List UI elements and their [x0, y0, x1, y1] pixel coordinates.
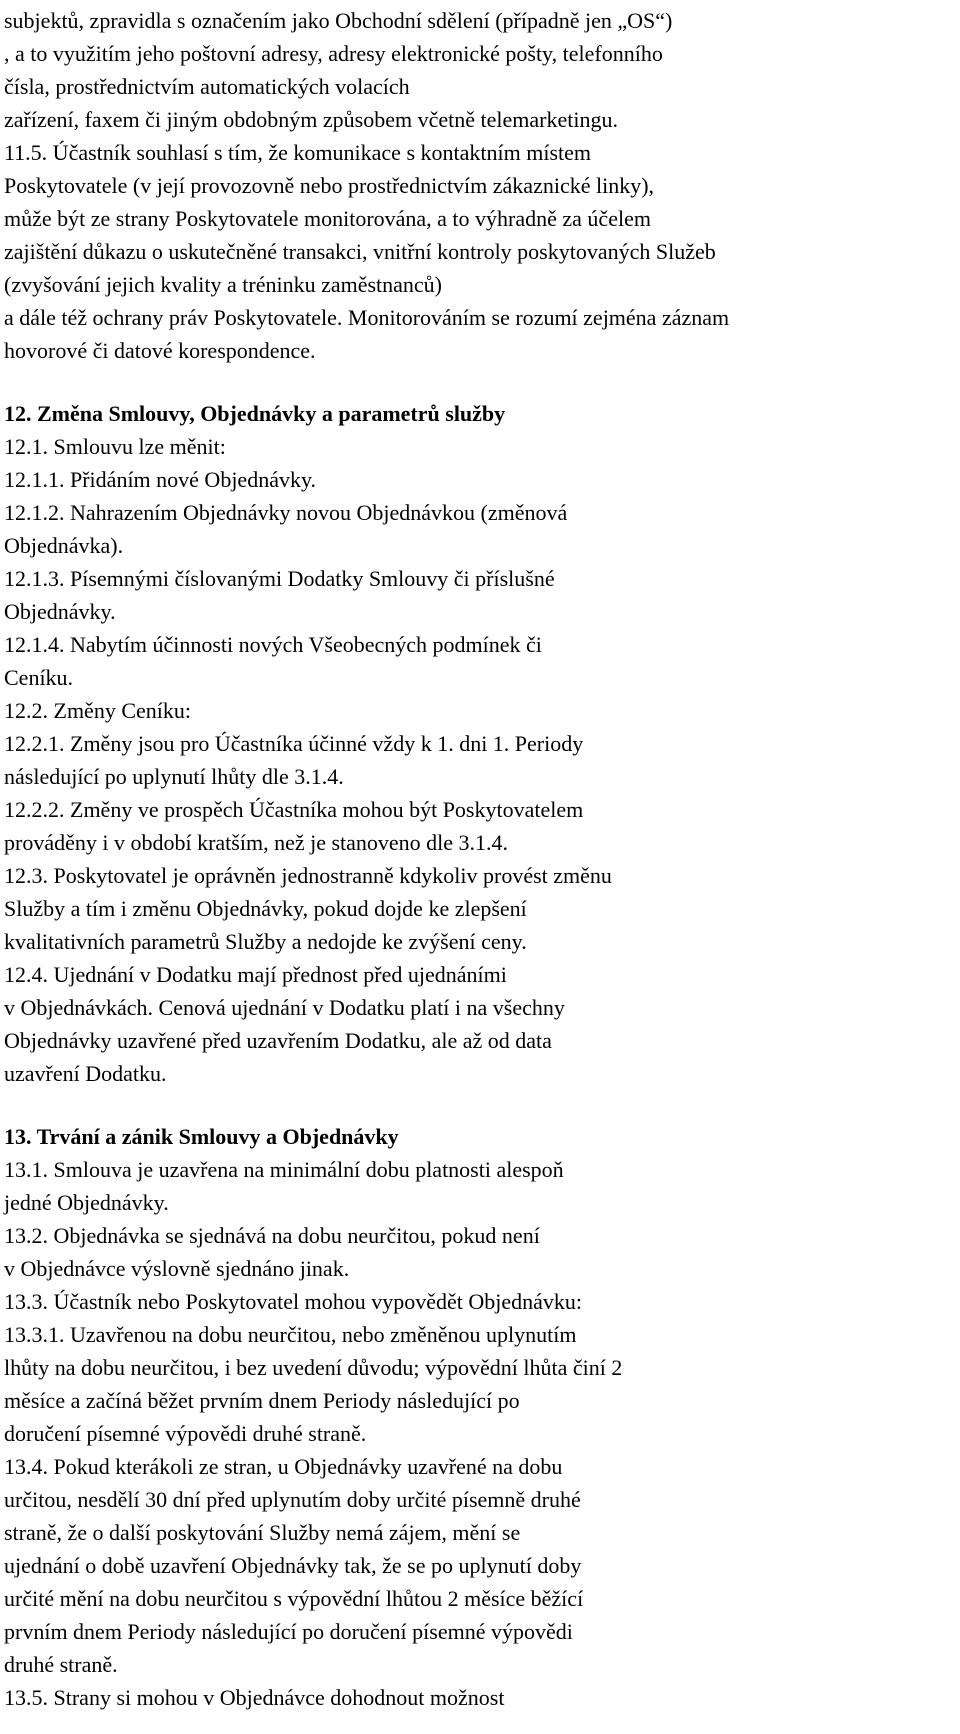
- text-line: 13.1. Smlouva je uzavřena na minimální dobu platnosti alespoň: [4, 1157, 564, 1182]
- text-line: může být ze strany Poskytovatele monitorována, a to výhradně za účelem: [4, 206, 651, 231]
- text-line: Služby a tím i změnu Objednávky, pokud dojde ke zlepšení: [4, 896, 527, 921]
- text-line: Objednávka).: [4, 533, 124, 558]
- text-line: Objednávky.: [4, 599, 116, 624]
- section-heading-12: 12. Změna Smlouvy, Objednávky a parametrů služby: [4, 401, 506, 426]
- text-line: 13.3. Účastník nebo Poskytovatel mohou vypovědět Objednávku:: [4, 1289, 583, 1314]
- text-line: 12.4. Ujednání v Dodatku mají přednost před ujednáními: [4, 962, 507, 987]
- text-line: ujednání o době uzavření Objednávky tak, že se po uplynutí doby: [4, 1553, 582, 1578]
- text-line: 13.2. Objednávka se sjednává na dobu neurčitou, pokud není: [4, 1223, 540, 1248]
- text-line: 12.3. Poskytovatel je oprávněn jednostranně kdykoliv provést změnu: [4, 863, 612, 888]
- section-gap: [4, 1090, 960, 1120]
- text-line: Ceníku.: [4, 665, 74, 690]
- text-line: doručení písemné výpovědi druhé straně.: [4, 1421, 367, 1446]
- paragraph-block-13: [4, 1153, 960, 1714]
- text-line: v Objednávkách. Cenová ujednání v Dodatku platí i na všechny: [4, 995, 565, 1020]
- text-line: 12.1.1. Přidáním nové Objednávky.: [4, 467, 317, 492]
- text-line: prvním dnem Periody následující po doručení písemné výpovědi: [4, 1619, 573, 1644]
- text-line: 13.4. Pokud kterákoli ze stran, u Objednávky uzavřené na dobu: [4, 1454, 563, 1479]
- text-line: určité mění na dobu neurčitou s výpovědní lhůtou 2 měsíce běžící: [4, 1586, 584, 1611]
- text-line: 12.1.3. Písemnými číslovanými Dodatky Smlouvy či příslušné: [4, 566, 555, 591]
- text-line: zařízení, faxem či jiným obdobným způsobem včetně telemarketingu.: [4, 107, 618, 132]
- text-line: určitou, nesdělí 30 dní před uplynutím doby určité písemně druhé: [4, 1487, 581, 1512]
- text-line: čísla, prostřednictvím automatických volacích: [4, 74, 410, 99]
- text-line: jedné Objednávky.: [4, 1190, 169, 1215]
- text-line: 11.5. Účastník souhlasí s tím, že komunikace s kontaktním místem: [4, 140, 591, 165]
- text-line: v Objednávce výslovně sjednáno jinak.: [4, 1256, 350, 1281]
- paragraph-block-11: [4, 4, 960, 367]
- text-line: 12.2.2. Změny ve prospěch Účastníka mohou být Poskytovatelem: [4, 797, 584, 822]
- text-line: Objednávky uzavřené před uzavřením Dodatku, ale až od data: [4, 1028, 552, 1053]
- text-line: prováděny i v období kratším, než je stanoveno dle 3.1.4.: [4, 830, 509, 855]
- text-line: hovorové či datové korespondence.: [4, 338, 316, 363]
- text-line: 12.1. Smlouvu lze měnit:: [4, 434, 226, 459]
- text-line: měsíce a začíná běžet prvním dnem Periody následující po: [4, 1388, 520, 1413]
- text-line: 12.2. Změny Ceníku:: [4, 698, 191, 723]
- text-line: 13.5. Strany si mohou v Objednávce dohodnout možnost: [4, 1685, 505, 1710]
- text-line: a dále též ochrany práv Poskytovatele. Monitorováním se rozumí zejména záznam: [4, 305, 730, 330]
- text-line: 12.1.4. Nabytím účinnosti nových Všeobecných podmínek či: [4, 632, 542, 657]
- text-line: 13.3.1. Uzavřenou na dobu neurčitou, nebo změněnou uplynutím: [4, 1322, 577, 1347]
- text-line: následující po uplynutí lhůty dle 3.1.4.: [4, 764, 344, 789]
- text-line: (zvyšování jejich kvality a tréninku zaměstnanců): [4, 272, 443, 297]
- text-line: kvalitativních parametrů Služby a nedojde ke zvýšení ceny.: [4, 929, 527, 954]
- text-line: zajištění důkazu o uskutečněné transakci, vnitřní kontroly poskytovaných Služeb: [4, 239, 716, 264]
- text-line: , a to využitím jeho poštovní adresy, adresy elektronické pošty, telefonního: [4, 41, 663, 66]
- section-gap: [4, 367, 960, 397]
- text-line: 12.1.2. Nahrazením Objednávky novou Objednávkou (změnová: [4, 500, 568, 525]
- text-line: 12.2.1. Změny jsou pro Účastníka účinné vždy k 1. dni 1. Periody: [4, 731, 584, 756]
- text-line: uzavření Dodatku.: [4, 1061, 167, 1086]
- text-line: subjektů, zpravidla s označením jako Obchodní sdělení (případně jen „OS“): [4, 8, 673, 33]
- text-line: straně, že o další poskytování Služby nemá zájem, mění se: [4, 1520, 521, 1545]
- text-line: lhůty na dobu neurčitou, i bez uvedení důvodu; výpovědní lhůta činí 2: [4, 1355, 623, 1380]
- text-line: Poskytovatele (v její provozovně nebo prostřednictvím zákaznické linky),: [4, 173, 655, 198]
- section-heading-13: 13. Trvání a zánik Smlouvy a Objednávky: [4, 1124, 399, 1149]
- text-line: druhé straně.: [4, 1652, 118, 1677]
- paragraph-block-12: [4, 430, 960, 1090]
